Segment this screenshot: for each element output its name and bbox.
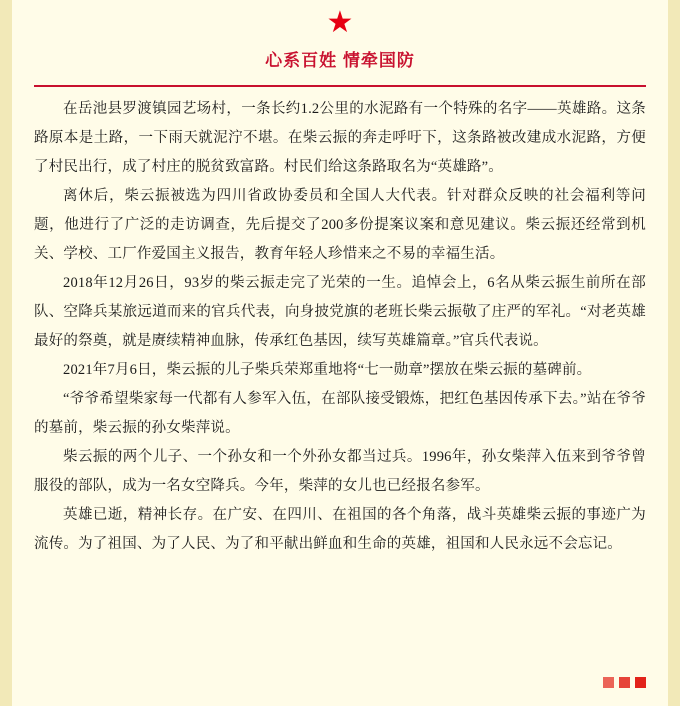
star-emblem-wrap (34, 0, 646, 42)
paragraph: 2021年7月6日，柴云振的儿子柴兵荣郑重地将“七一勋章”摆放在柴云振的墓碑前。 (63, 362, 592, 378)
article-body (34, 95, 646, 559)
decorative-square (603, 677, 614, 688)
paragraph: 离休后，柴云振被选为四川省政协委员和全国人大代表。针对群众反映的社会福利等问题，他进行了广泛的走访调查，先后提交了200多份提案议案和意见建议。柴云振还经常到机关、学校、工厂作爱国主义报告，教育年轻人珍惜来之不易的幸福生活。 (34, 188, 646, 262)
paragraph: “爷爷希望柴家每一代都有人参军入伍，在部队接受锻炼，把红色基因传承下去。”站在爷爷的墓前，柴云振的孙女柴萍说。 (34, 391, 646, 436)
star-icon: ★ (326, 6, 354, 39)
page-title: 心系百姓 情牵国防 (265, 51, 415, 70)
paragraph: 在岳池县罗渡镇园艺场村，一条长约1.2公里的水泥路有一个特殊的名字——英雄路。这条路原本是土路，一下雨天就泥泞不堪。在柴云振的奔走呼吁下，这条路被改建成水泥路，方便了村民出行，成了村庄的脱贫致富路。村民们给这条路取名为“英雄路”。 (34, 101, 646, 175)
paragraph: 柴云振的两个儿子、一个孙女和一个外孙女都当过兵。1996年，孙女柴萍入伍来到爷爷曾服役的部队，成为一名女空降兵。今年，柴萍的女儿也已经报名参军。 (34, 449, 646, 494)
paragraph: 英雄已逝，精神长存。在广安、在四川、在祖国的各个角落，战斗英雄柴云振的事迹广为流传。为了祖国、为了人民、为了和平献出鲜血和生命的英雄，祖国和人民永远不会忘记。 (34, 507, 646, 552)
decorative-square (635, 677, 646, 688)
decorative-square (619, 677, 630, 688)
footer-decoration (603, 677, 646, 688)
title-divider (34, 85, 646, 87)
paragraph: 2018年12月26日，93岁的柴云振走完了光荣的一生。追悼会上，6名从柴云振生前所在部队、空降兵某旅远道而来的官兵代表，向身披党旗的老班长柴云振敬了庄严的军礼。“对老英雄最好的祭奠，就是赓续精神血脉，传承红色基因，续写英雄篇章。”官兵代表说。 (34, 275, 646, 349)
